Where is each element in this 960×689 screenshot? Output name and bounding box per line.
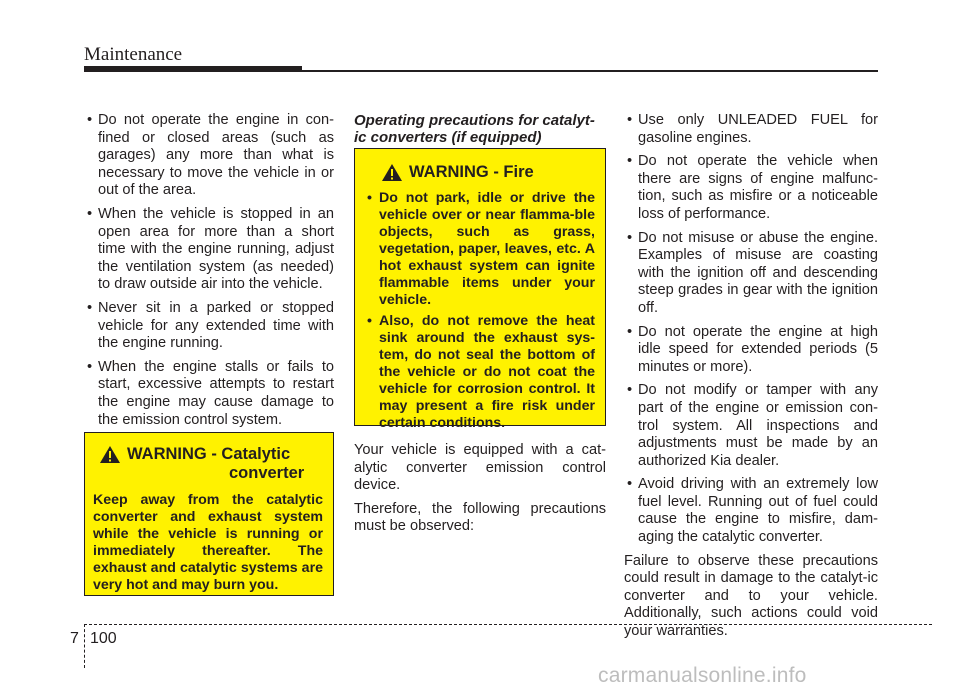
warning-fire-title <box>381 163 595 182</box>
list-item: • Avoid driving with an extremely low fuel level. Running out of fuel could cause the engine to misfire, dam-aging the catalytic converter. <box>624 476 878 546</box>
list-item: • Do not modify or tamper with any part of the engine or emission con-trol system. All inspections and adjustments must be made by an authorized Kia dealer. <box>624 382 878 470</box>
warning-catalytic-title-line2: converter <box>229 464 305 482</box>
right-column <box>624 112 878 641</box>
left-bullet-list <box>84 112 334 429</box>
warning-fire-title-text: WARNING - Fire <box>409 163 534 181</box>
header-rule-thin <box>84 70 878 72</box>
list-item: • Do not operate the vehicle when there are signs of engine malfunc-tion, such as misfire or a noticeable loss of performance. <box>624 153 878 223</box>
list-item: • Do not park, idle or drive the vehicle over or near flamma-ble objects, such as grass, vegetation, paper, leaves, etc. A hot exhaust system can ignite flammable items under your vehicle. <box>367 190 595 309</box>
list-item: • Also, do not remove the heat sink around the exhaust sys-tem, do not seal the bottom of the vehicle or do not coat the vehicle for corrosion control. It may present a fire risk under certain conditions. <box>367 313 595 432</box>
middle-paragraphs <box>354 442 606 542</box>
warning-triangle-icon <box>381 163 403 182</box>
paragraph: Therefore, the following precautions must be observed: <box>354 500 606 535</box>
list-item: • Do not operate the engine at high idle speed for extended periods (5 minutes or more). <box>624 324 878 377</box>
left-column <box>84 112 334 435</box>
warning-catalytic-box <box>84 432 334 596</box>
warning-triangle-icon <box>99 445 121 464</box>
list-item: • Do not operate the engine in con-fined or closed areas (such as garages) any more than what is necessary to move the vehicle in or out of the area. <box>84 112 334 200</box>
list-item: • Do not misuse or abuse the engine. Examples of misuse are coasting with the ignition off and descending steep grades in gear with the ignition off. <box>624 230 878 318</box>
right-bullet-list <box>624 112 878 547</box>
watermark-text: carmanualsonline.info <box>598 664 807 687</box>
warning-catalytic-body: Keep away from the catalytic converter and exhaust system while the vehicle is running or immediately thereafter. The exhaust and catalytic systems are very hot and may burn you. <box>93 492 323 593</box>
closing-paragraph: Failure to observe these precautions could result in damage to the catalyt-ic converter and to your vehicle. Additionally, such actions could void your warranties. <box>624 552 878 640</box>
list-item: • When the engine stalls or fails to start, excessive attempts to restart the engine may cause damage to the emission control system. <box>84 359 334 429</box>
paragraph: Your vehicle is equipped with a cat-alytic converter emission control device. <box>354 442 606 494</box>
section-heading: Operating precautions for catalyt-ic converters (if equipped) <box>354 112 595 146</box>
warning-fire-list <box>367 190 595 432</box>
page-number: 100 <box>90 630 117 647</box>
warning-catalytic-title-line1: WARNING - Catalytic <box>127 445 291 463</box>
page-header-title: Maintenance <box>84 44 183 65</box>
warning-fire-box <box>354 148 606 431</box>
list-item: • Use only UNLEADED FUEL for gasoline engines. <box>624 112 878 147</box>
list-item: • When the vehicle is stopped in an open area for more than a short time with the engine running, adjust the ventilation system (as needed) to draw outside air into the vehicle. <box>84 206 334 294</box>
warning-catalytic-title <box>99 445 323 464</box>
chapter-number: 7 <box>70 630 79 647</box>
list-item: • Never sit in a parked or stopped vehicle for any extended time with the engine running. <box>84 300 334 353</box>
footer-rule <box>84 624 932 625</box>
footer-divider <box>84 624 85 668</box>
